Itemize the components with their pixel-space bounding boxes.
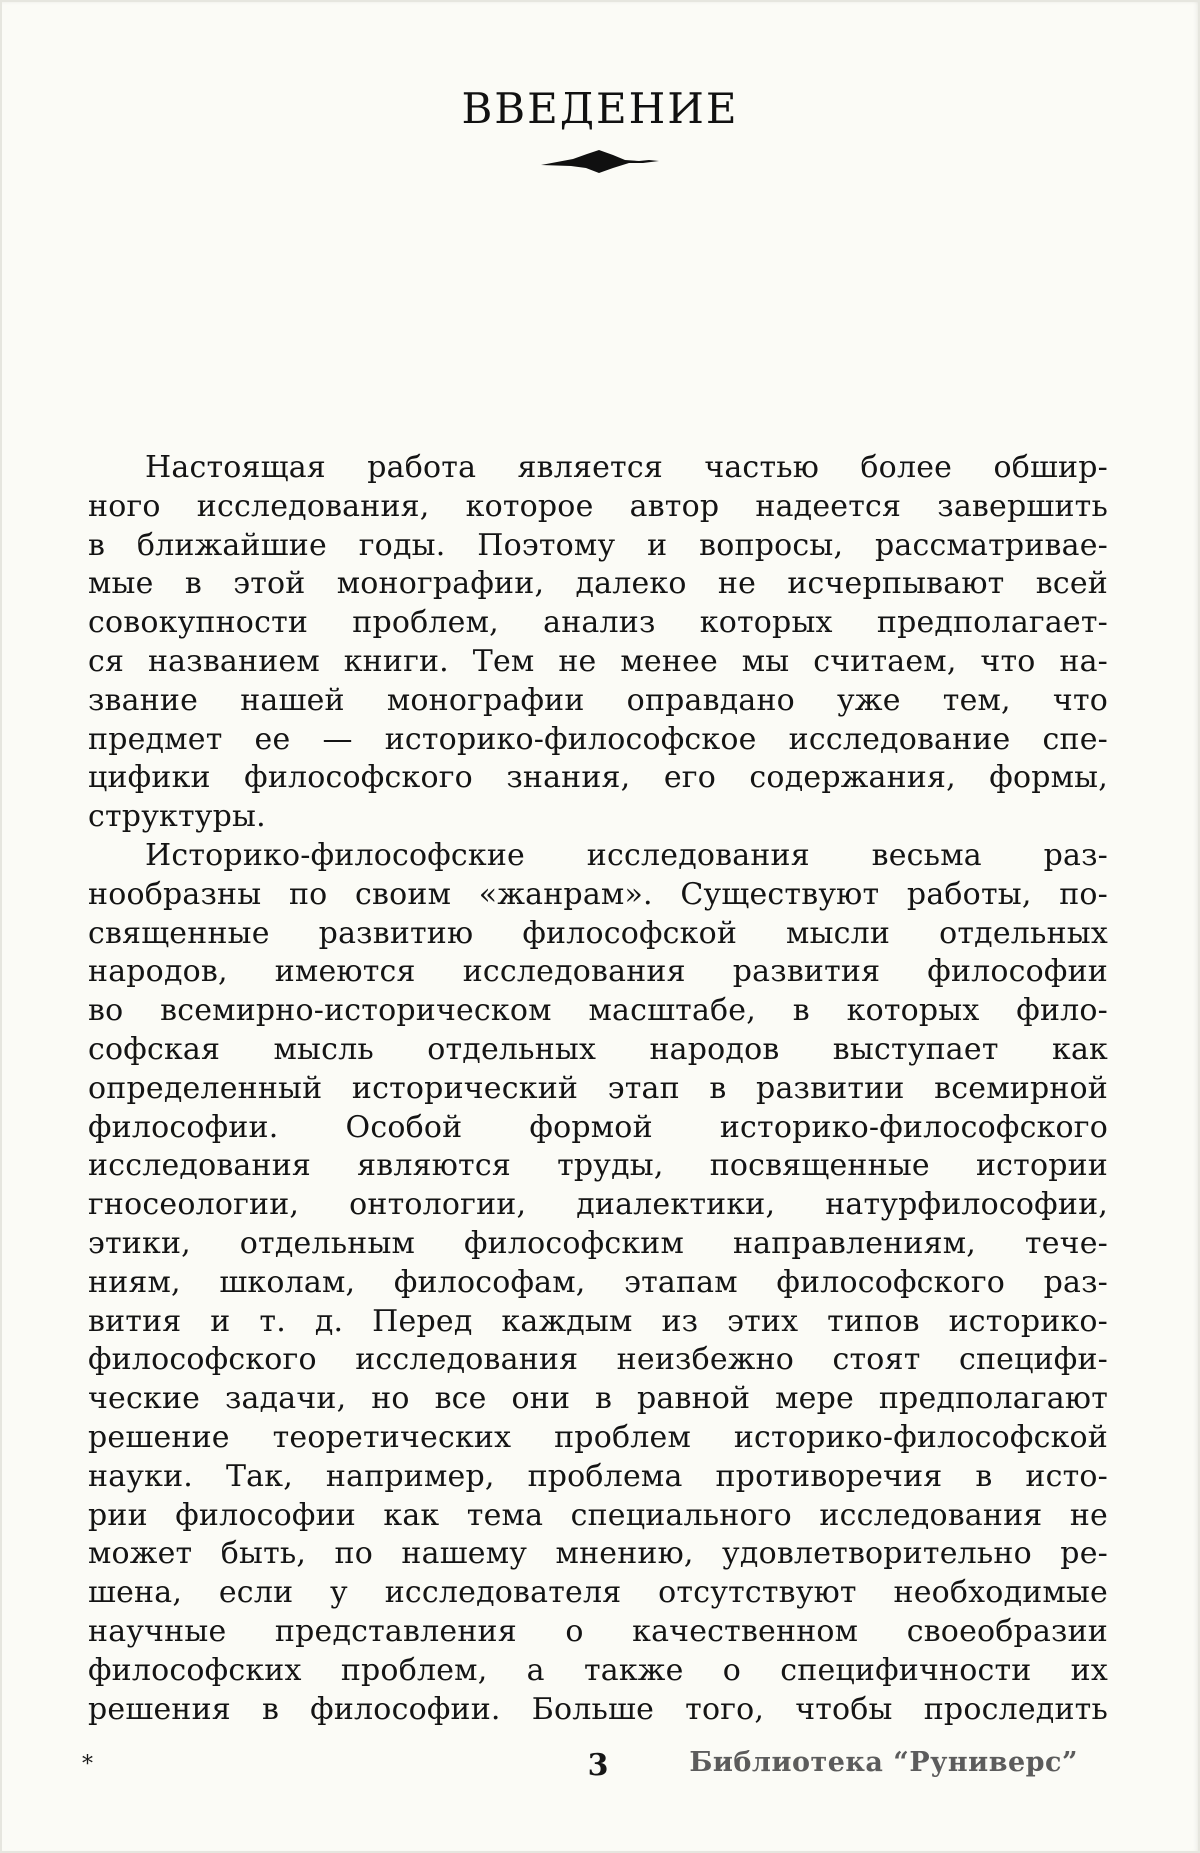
text-line: структуры.	[88, 799, 266, 835]
text-line: Настоящая работа является частью более обшир-	[145, 450, 1108, 485]
text-line: совокупности проблем, анализ которых предполагает-	[88, 605, 1108, 641]
text-line: науки. Так, например, проблема противоречия в исто-	[88, 1458, 1108, 1494]
text-line: во всемирно-историческом масштабе, в которых фило-	[88, 993, 1108, 1029]
text-line: в ближайшие годы. Поэтому и вопросы, рассматривае-	[88, 527, 1108, 563]
text-line: ного исследования, которое автор надеется завершить	[88, 488, 1108, 524]
text-line: этики, отдельным философским направлениям, тече-	[88, 1225, 1108, 1261]
text-line: решение теоретических проблем историко-философской	[88, 1419, 1108, 1455]
text-line: рии философии как тема специального исследования не	[88, 1497, 1108, 1533]
text-line: цифики философского знания, его содержания, формы,	[88, 760, 1108, 796]
body-text-block	[88, 449, 1108, 1729]
text-line: вития и т. д. Перед каждым из этих типов историко-	[88, 1303, 1108, 1339]
text-line: звание нашей монографии оправдано уже тем, что	[88, 682, 1108, 718]
text-line: Историко-философские исследования весьма раз-	[145, 837, 1108, 873]
chapter-title: ВВЕДЕНИЕ	[461, 84, 739, 134]
text-line: философского исследования неизбежно стоят специфи-	[88, 1342, 1108, 1378]
text-line: может быть, по нашему мнению, удовлетворительно ре-	[88, 1536, 1108, 1572]
text-line: софская мысль отдельных народов выступает как	[88, 1031, 1108, 1067]
text-line: шена, если у исследователя отсутствуют необходимые	[88, 1575, 1108, 1611]
text-line: исследования являются труды, посвященные истории	[88, 1148, 1108, 1184]
text-line: мые в этой монографии, далеко не исчерпывают всей	[88, 566, 1108, 602]
text-line: народов, имеются исследования развития философии	[88, 954, 1108, 990]
text-line: ниям, школам, философам, этапам философского раз-	[88, 1264, 1108, 1300]
text-line: определенный исторический этап в развитии всемирной	[88, 1070, 1108, 1106]
text-line: ческие задачи, но все они в равной мере предполагают	[88, 1381, 1108, 1417]
text-line: гносеологии, онтологии, диалектики, натурфилософии,	[88, 1187, 1108, 1223]
text-line: научные представления о качественном своеобразии	[88, 1613, 1108, 1649]
signature-mark: *	[82, 1752, 93, 1777]
text-line: священные развитию философской мысли отдельных	[88, 915, 1108, 951]
section-divider-ornament	[539, 147, 661, 177]
text-line: философских проблем, а также о специфичности их	[88, 1652, 1108, 1688]
text-line: ся названием книги. Тем не менее мы считаем, что на-	[88, 643, 1108, 679]
page-number: 3	[587, 1748, 609, 1783]
text-line: философии. Особой формой историко-философского	[88, 1109, 1108, 1145]
text-line: решения в философии. Больше того, чтобы проследить	[88, 1691, 1108, 1727]
text-line: нообразны по своим «жанрам». Существуют работы, по-	[88, 876, 1108, 912]
text-line: предмет ее — историко-философское исследование спе-	[88, 721, 1108, 757]
library-watermark: Библиотека “Руниверс”	[689, 1747, 1078, 1778]
